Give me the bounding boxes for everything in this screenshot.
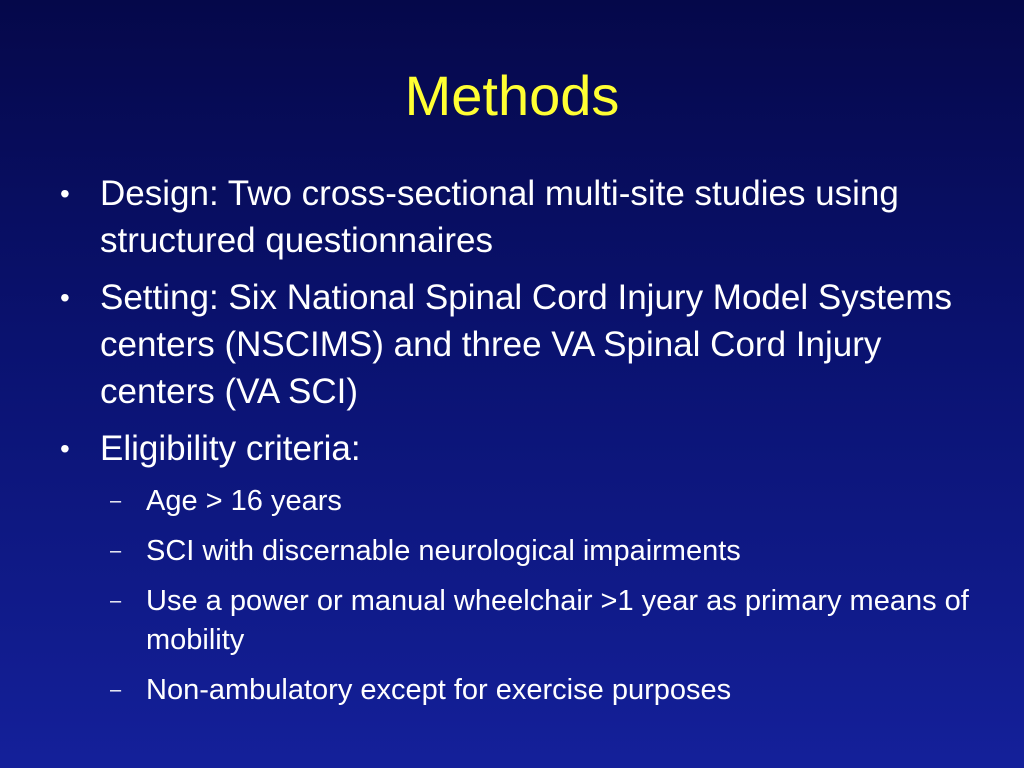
- sub-bullet-item: [56, 532, 996, 571]
- bullet-text: Design: Two cross-sectional multi-site studies using structured questionnaires: [100, 174, 899, 260]
- sub-bullet-text: Age > 16 years: [146, 485, 342, 517]
- bullet-marker: •: [60, 178, 70, 209]
- bullet-item: [56, 274, 996, 415]
- sub-bullet-text: Use a power or manual wheelchair >1 year as primary means of mobility: [146, 585, 969, 656]
- sub-bullet-marker: –: [110, 679, 122, 701]
- bullet-item: [56, 170, 996, 264]
- slide-title: Methods: [404, 64, 620, 127]
- bullet-text: Setting: Six National Spinal Cord Injury Model Systems centers (NSCIMS) and three VA Spinal Cord Injury centers (VA SCI): [100, 278, 953, 411]
- bullet-item: [56, 425, 996, 472]
- sub-bullet-text: SCI with discernable neurological impairments: [146, 535, 741, 567]
- bullet-marker: •: [60, 282, 70, 313]
- bullet-marker: •: [60, 433, 70, 464]
- slide-content: [56, 170, 996, 721]
- sub-bullet-text: Non-ambulatory except for exercise purposes: [146, 674, 732, 706]
- sub-bullet-marker: –: [110, 540, 122, 562]
- sub-bullet-marker: –: [110, 590, 122, 612]
- sub-bullet-item: [56, 482, 996, 521]
- bullet-text: Eligibility criteria:: [100, 429, 361, 468]
- sub-bullet-marker: –: [110, 490, 122, 512]
- sub-bullet-item: [56, 671, 996, 710]
- sub-bullet-item: [56, 582, 996, 660]
